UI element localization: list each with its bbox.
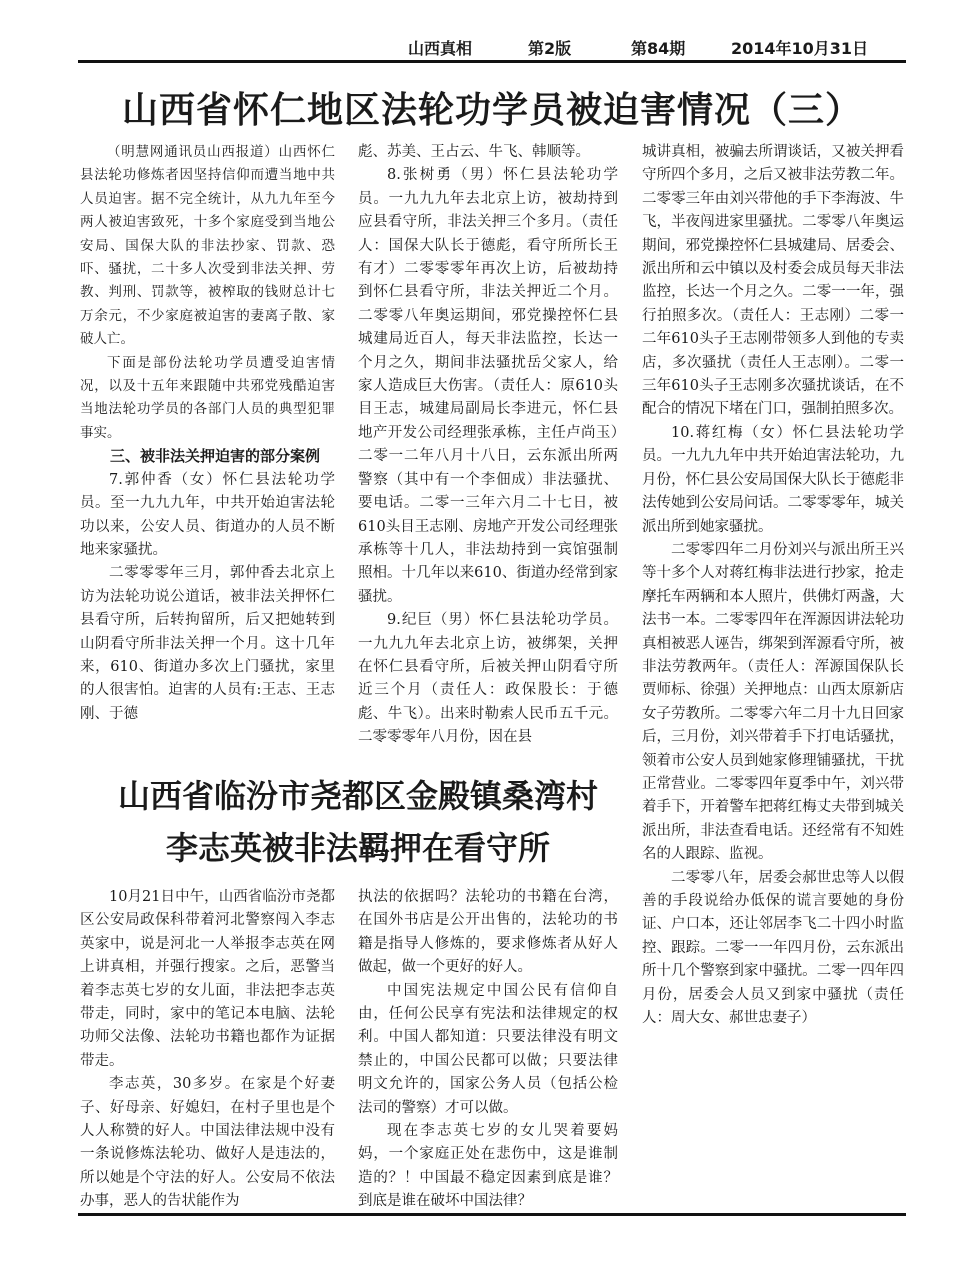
- article1-column-1: [80, 141, 335, 726]
- case-7-intro: 7.郭仲香（女）怀仁县法轮功学员。至一九九九年，中共开始迫害法轮功以来，公安人员、街道办的人员不断地来家骚扰。: [80, 471, 335, 558]
- article2-title: [78, 770, 638, 874]
- article2-column-1: [80, 886, 335, 1214]
- footer-rule: [78, 1213, 906, 1216]
- article1-title: 山西省怀仁地区法轮功学员被迫害情况（三）: [121, 90, 862, 131]
- section-heading: 三、被非法关押迫害的部分案例: [110, 447, 321, 466]
- article2-title-line-1: 山西省临汾市尧都区金殿镇桑湾村: [117, 777, 598, 815]
- article1-lead-2: 下面是部份法轮功学员遭受迫害情况，以及十五年来跟随中共邪党残酷迫害当地法轮功学员的各部门人员的典型犯罪事实。: [80, 354, 335, 441]
- case-10-intro: 10.蒋红梅（女）怀仁县法轮功学员。一九九九年中共开始迫害法轮功，九月份，怀仁县公安局国保大队长于德彪非法传她到公安局问话。二零零零年，城关派出所到她家骚扰。: [642, 424, 904, 535]
- page-header: [78, 34, 906, 60]
- edition-label: 第2版: [528, 39, 572, 58]
- case-7-detail: 二零零零年三月，郭仲香去北京上访为法轮功说公道话，被非法关押怀仁县看守所，后转拘留所，后又把她转到山阴看守所非法关押一个月。这十几年来，610、街道办多次上门骚扰，家里的人很害怕。迫害的人员有:王志、王志刚、于德: [80, 565, 335, 722]
- case-8: 8.张树勇（男）怀仁县法轮功学员。一九九九年去北京上访，被劫持到应县看守所，非法关押三个多月。（责任人：国保大队长于德彪，看守所所长王有才）二零零零年再次上访，后被劫持到怀仁县看守所，非法关押近二个月。二零零八年奥运期间，邪党操控怀仁县城建局近百人，每天非法监控，长达一个月之久，期间非法骚扰岳父家人，给家人造成巨大伤害。（责任人：原610头目王志，城建局副局长李进元，怀仁县地产开发公司经理张承栋，主任卢尚玉）二零一二年八月十八日，云东派出所两警察（其中有一个李佃成）非法骚扰、要电话。二零一三年六月二十七日，被610头目王志刚、房地产开发公司经理张承栋等十几人，非法劫持到一宾馆强制照相。十几年以来610、街道办经常到家骚扰。: [358, 167, 618, 605]
- article1-column-2: [358, 141, 618, 750]
- header-rule: [78, 60, 906, 63]
- date-label: 2014年10月31日: [731, 39, 869, 58]
- case-10-detail: 二零零四年二月份刘兴与派出所王兴等十多个人对蒋红梅非法进行抄家，抢走摩托车两辆和本人照片，供佛灯两盏，大法书一本。二零零四年在浑源因讲法轮功真相被恶人诬告，绑架到浑源看守所，被非法劳教两年。（责任人：浑源国保队长贾师标、徐强）关押地点：山西太原新店女子劳教所。二零零六年二月十九日回家后，三月份，刘兴带着手下打电话骚扰，领着市公安人员到她家修理铺骚扰，干扰正常营业。二零零四年夏季中午，刘兴带着手下，开着警车把蒋红梅丈夫带到城关派出所，非法查看电话。还经常有不知姓名的人跟踪、监视。: [642, 541, 904, 863]
- article2-para-2: 李志英，30多岁。在家是个好妻子、好母亲、好媳妇，在村子里也是个人人称赞的好人。中国法律法规中没有一条说修炼法轮功、做好人是违法的，所以她是个守法的好人。公安局不依法办事，恶人的告状能作为: [80, 1076, 335, 1210]
- case-9-continued: 城讲真相，被骗去所谓谈话，又被关押看守所四个多月，之后又被非法劳教二年。二零零三年由刘兴带他的手下李海波、牛飞，半夜闯进家里骚扰。二零零八年奥运期间，邪党操控怀仁县城建局、居委会、派出所和云中镇以及村委会成员每天非法监控，长达一个月之久。二零一一年，强行拍照多次。（责任人：王志刚）二零一二年610头子王志刚带领多人到他的专卖店，多次骚扰（责任人王志刚）。二零一三年610头子王志刚多次骚扰谈话，在不配合的情况下堵在门口，强制拍照多次。: [642, 144, 904, 418]
- issue-label: 第84期: [631, 39, 686, 58]
- article1-lead: （明慧网通讯员山西报道）山西怀仁县法轮功修炼者因坚持信仰而遭当地中共人员迫害。据不完全统计，从九九年至今两人被迫害致死，十多个家庭受到当地公安局、国保大队的非法抄家、罚款、恐吓、骚扰，二十多人次受到非法关押、劳教、判刑、罚款等，被榨取的钱财总计七万余元，不少家庭被迫害的妻离子散、家破人亡。: [80, 144, 335, 348]
- article2-column-2: [358, 886, 618, 1214]
- article2-title-line-2: 李志英被非法羁押在看守所: [165, 829, 550, 867]
- article2-para-5: 现在李志英七岁的女儿哭着要妈妈，一个家庭正处在悲伤中，这是谁制造的？！中国最不稳定因素到底是谁？到底是谁在破坏中国法律？: [358, 1123, 618, 1210]
- case-10-more: 二零零八年，居委会郝世忠等人以假善的手段说给办低保的谎言要她的身份证、户口本，还让邻居李飞二十四小时监控、跟踪。二零一一年四月份，云东派出所十几个警察到家中骚扰。二零一四年四月份，居委会人员又到家中骚扰（责任人：周大女、郝世忠妻子）: [642, 869, 904, 1027]
- paper-name: 山西真相: [408, 39, 473, 58]
- article2-para-3: 执法的依据吗？法轮功的书籍在台湾，在国外书店是公开出售的，法轮功的书籍是指导人修炼的，要求修炼者从好人做起，做一个更好的好人。: [358, 889, 618, 976]
- article1-column-3: [642, 141, 904, 1030]
- case-9: 9.纪巨（男）怀仁县法轮功学员。一九九九年去北京上访，被绑架，关押在怀仁县看守所，后被关押山阴看守所近三个月（责任人：政保股长：于德彪、牛飞）。出来时勒索人民币五千元。二零零零年八月份，因在县: [358, 612, 618, 746]
- article2-para-1: 10月21日中午，山西省临汾市尧都区公安局政保科带着河北警察闯入李志英家中，说是河北一人举报李志英在网上讲真相，并强行搜家。之后，恶警当着李志英七岁的女儿面，非法把李志英带走，同时，家中的笔记本电脑、法轮功师父法像、法轮功书籍也都作为证据带走。: [80, 889, 335, 1069]
- article2-para-4: 中国宪法规定中国公民有信仰自由，任何公民享有宪法和法律规定的权利。中国人都知道：只要法律没有明文禁止的，中国公民都可以做；只要法律明文允许的，国家公务人员（包括公检法司的警察）才可以做。: [358, 982, 618, 1116]
- case-7-continued: 彪、苏美、王占云、牛飞、韩顺等。: [358, 144, 590, 160]
